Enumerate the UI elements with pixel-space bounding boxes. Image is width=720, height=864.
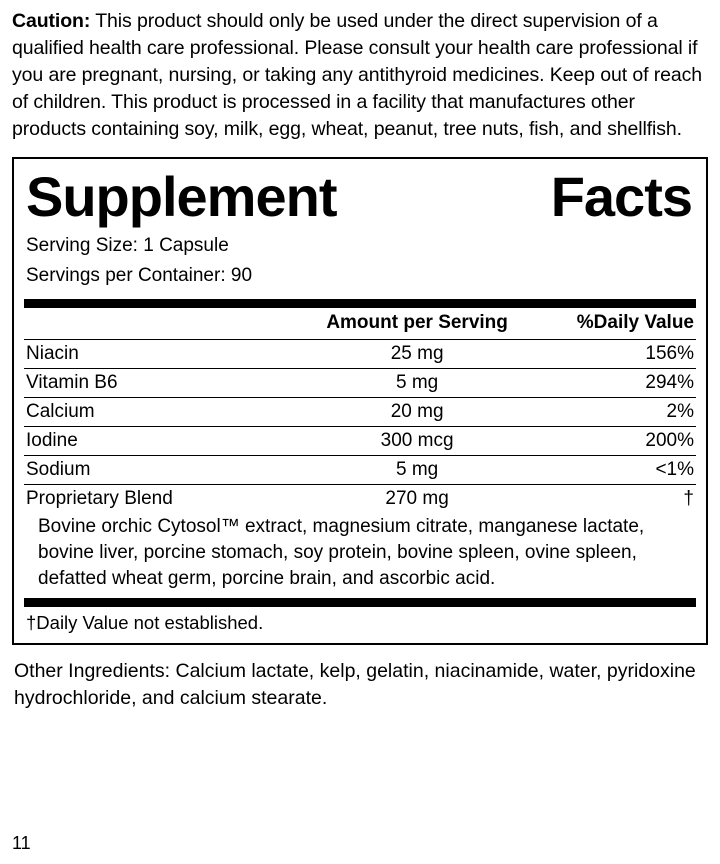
nutrient-amount: 20 mg (306, 398, 528, 427)
nutrient-dv: 2% (528, 398, 696, 427)
nutrient-amount: 5 mg (306, 456, 528, 485)
blend-description: Bovine orchic Cytosol™ extract, magnesium citrate, manganese lactate, bovine liver, porcine stomach, soy protein, bovine spleen, ovine spleen, defatted wheat germ, porcine brain, and ascorbic acid. (38, 516, 645, 589)
facts-table-header (24, 308, 696, 340)
blend-amount: 270 mg (385, 488, 449, 509)
caution-text: This product should only be used under the direct supervision of a qualified health care professional. Please consult your health care professional if you are pregnant, nursing, or taking any antithyroid medicines. Keep out of reach of children. This product is processed in a facility that manufactures other products containing soy, milk, egg, wheat, peanut, tree nuts, fish, and shellfish. (12, 10, 702, 140)
supplement-facts-title (24, 165, 696, 231)
nutrient-name: Iodine (24, 427, 306, 456)
title-word-supplement: Supplement (26, 165, 337, 228)
nutrient-name: Niacin (24, 340, 306, 369)
nutrient-amount: 300 mcg (306, 427, 528, 456)
title-word-facts: Facts (550, 165, 692, 228)
nutrient-name: Calcium (24, 398, 306, 427)
table-row (24, 369, 696, 398)
table-row (24, 427, 696, 456)
nutrient-amount: 5 mg (306, 369, 528, 398)
header-name (24, 308, 306, 340)
nutrient-dv: 200% (528, 427, 696, 456)
divider-thick-bottom (24, 598, 696, 607)
header-amount: Amount per Serving (306, 308, 528, 340)
other-ingredients: Other Ingredients: Calcium lactate, kelp, gelatin, niacinamide, water, pyridoxine hydrochloride, and calcium stearate. (14, 660, 696, 709)
facts-table (24, 308, 696, 513)
proprietary-blend-row (24, 485, 696, 514)
nutrient-name: Vitamin B6 (24, 369, 306, 398)
blend-name: Proprietary Blend (26, 488, 173, 509)
table-row (24, 340, 696, 369)
table-row (24, 398, 696, 427)
serving-size: Serving Size: 1 Capsule (26, 235, 229, 256)
servings-per-container: Servings per Container: 90 (26, 265, 253, 286)
caution-label: Caution: (12, 10, 91, 32)
divider-thick-top (24, 299, 696, 308)
supplement-facts-panel (12, 157, 708, 645)
caution-paragraph (12, 8, 708, 143)
blend-dv: † (683, 488, 694, 509)
nutrient-dv: <1% (528, 456, 696, 485)
daily-value-footnote: †Daily Value not established. (26, 612, 264, 633)
nutrient-amount: 25 mg (306, 340, 528, 369)
nutrient-dv: 156% (528, 340, 696, 369)
table-row (24, 456, 696, 485)
header-daily-value: %Daily Value (528, 308, 696, 340)
nutrient-dv: 294% (528, 369, 696, 398)
page-number: 11 (12, 833, 31, 853)
nutrient-name: Sodium (24, 456, 306, 485)
